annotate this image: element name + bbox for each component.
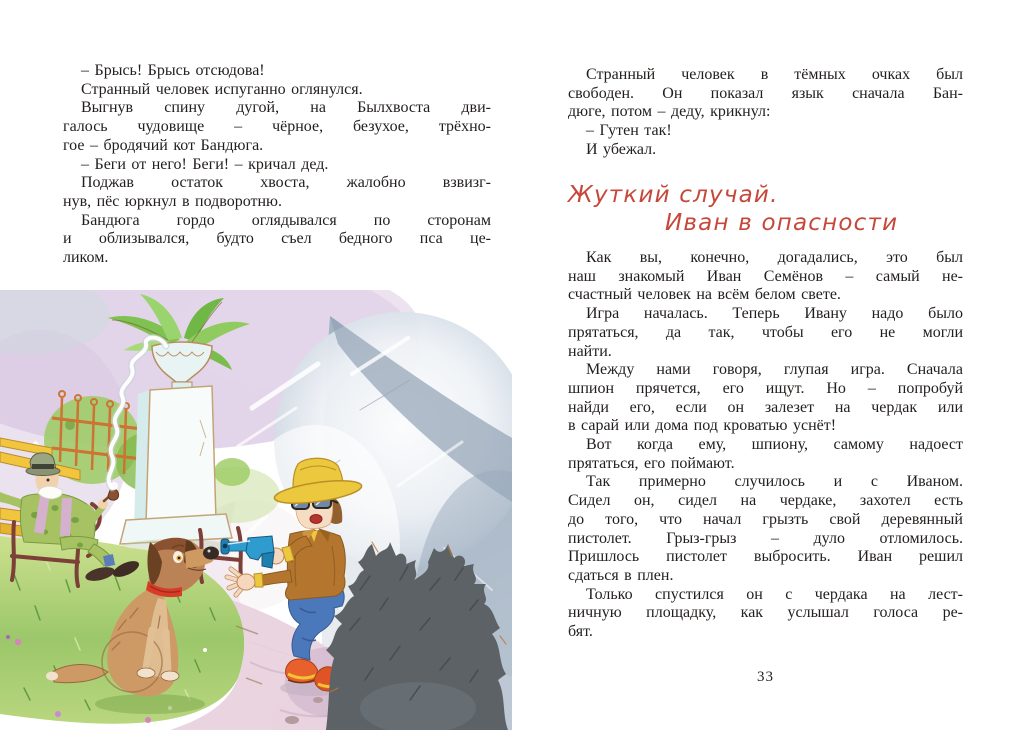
text-line: шпион прячется, его ищут. Но – попробуй (568, 379, 963, 397)
vest-lapel (60, 498, 72, 536)
text-line: Вот когда ему, шпиону, самому надоест (586, 436, 963, 454)
text-line: наш знакомый Иван Семёнов – самый не- (568, 267, 963, 285)
dog-nose (203, 547, 219, 560)
chapter-heading (568, 181, 988, 237)
text-line: ничную площадку, как услышал голоса ре- (568, 604, 963, 622)
text-line: Только спустился он с чердака на лест- (586, 585, 963, 603)
text-line: Так примерно случилось и с Иваном. (586, 473, 963, 491)
text-line: дюге, потом – деду, крикнул: (568, 103, 771, 121)
yellow-cuff (254, 573, 263, 587)
text-line: Как вы, конечно, догадались, это был (586, 249, 963, 266)
text-line: Выгнув спину дугой, на Былхвоста дви- (81, 99, 491, 117)
right-page-body-text (568, 249, 963, 642)
text-line: в сарай или дома под кроватью уснёт! (568, 417, 837, 435)
text-line: – Беги от него! Беги! – кричал дед. (81, 155, 329, 173)
text-line: до того, что начал грызть свой деревянный (568, 510, 963, 528)
text-line: нув, пёс юркнул в подворотню. (63, 192, 282, 210)
text-line: Между нами говоря, глупая игра. Сначала (586, 361, 963, 379)
text-line: галось чудовище – чёрное, безухое, трёхно- (63, 118, 491, 136)
text-line: Игра началась. Теперь Ивану надо было (586, 305, 963, 323)
right-page-intro-text (568, 66, 963, 160)
text-line: Странный человек в тёмных очках был (586, 66, 963, 83)
text-line: свободен. Он показал язык сначала Бан- (568, 84, 963, 102)
text-line: – Брысь! Брысь отсюдова! (81, 62, 265, 79)
chapter-heading-line1: Жуткий случай. (568, 182, 779, 208)
open-mouth (310, 515, 322, 524)
text-line: ликом. (63, 249, 109, 267)
text-line: счастный человек на всём белом свете. (568, 286, 841, 304)
text-line: – Гутен так! (586, 122, 672, 140)
park-illustration (0, 290, 512, 730)
left-page-text (63, 62, 491, 268)
text-line: Пришлось пистолет выбросить. Иван решил (568, 548, 963, 566)
text-line: Сидел он, сидел на чердаке, захотел есть (568, 492, 963, 510)
page-number: 33 (757, 669, 774, 685)
text-line: гое – бродячий кот Бандюга. (63, 136, 264, 154)
text-line: прятаться, да так, чтобы его не могли (568, 323, 963, 341)
text-line: сдаться в плен. (568, 566, 674, 584)
text-line: И убежал. (586, 140, 657, 158)
text-line: найди его, если он залезет на чердак или (568, 398, 963, 416)
text-line: Странный человек испуганно оглянулся. (81, 80, 363, 98)
text-line: найти. (568, 342, 612, 360)
text-line: Бандюга гордо оглядывался по сторонам (81, 211, 491, 229)
text-line: пистолет. Грыз-грыз – дуло отломилось. (568, 529, 963, 547)
text-line: прятаться, его поймают. (568, 454, 735, 472)
text-line: бят. (568, 623, 593, 641)
text-line: Поджав остаток хвоста, жалобно взвизг- (81, 174, 491, 192)
text-line: и облизывался, будто съел бедного пса це- (63, 230, 491, 248)
chapter-heading-line2: Иван в опасности (665, 210, 899, 236)
